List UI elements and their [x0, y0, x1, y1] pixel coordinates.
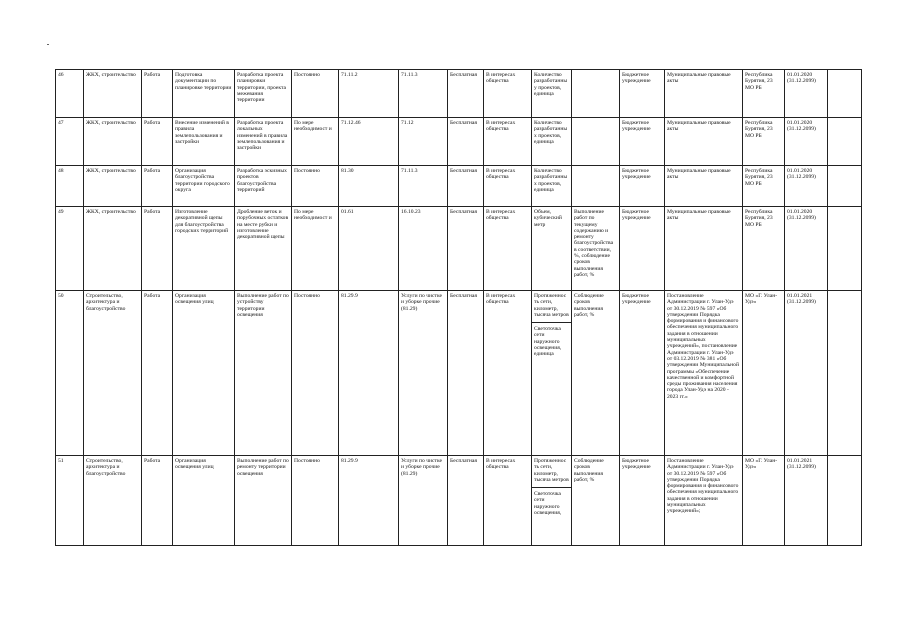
okved-code: 71.11.2: [341, 72, 358, 78]
table-row: [56, 456, 862, 546]
work-type-cell: [142, 207, 173, 291]
quality-indicator-cell: [572, 207, 620, 291]
activity-sphere-cell: [84, 456, 142, 546]
institution-type: Бюджетное учреждение: [622, 458, 651, 471]
legal-acts-cell: [665, 166, 743, 207]
institution-type-cell: [620, 207, 665, 291]
row-number: 51: [58, 458, 64, 464]
legal-acts-cell: [665, 456, 743, 546]
interest: В интересах общества: [486, 120, 516, 133]
empty-cell-cell: [828, 70, 862, 118]
owner-cell: [743, 291, 785, 456]
okved-code: 01.61: [341, 209, 354, 215]
row-number: 50: [58, 293, 64, 299]
validity-dates: 01.01.2021 (31.12.2099): [787, 458, 816, 471]
scan-speck: [47, 44, 49, 45]
owner-cell: [743, 166, 785, 207]
okpd-code-cell: [399, 456, 448, 546]
owner: Республика Бурятия, 23 МО РБ: [745, 168, 773, 187]
activity-sphere-cell: [84, 291, 142, 456]
activity-sphere: ЖКХ, строительство: [86, 209, 136, 215]
okved-code: 81.29.9: [341, 458, 358, 464]
validity-dates: 01.01.2020 (31.12.2099): [787, 120, 816, 133]
period: Постоянно: [294, 168, 320, 174]
period-cell: [292, 291, 339, 456]
validity-dates: 01.01.2020 (31.12.2099): [787, 209, 816, 222]
legal-acts: Постановление Администрации г. Улан-Удэ от 30.12.2019 № 597 «Об утверждении Порядка формирования и финансового обеспечения муниципального задания в отношении муниципальных учреждений»;: [667, 458, 739, 515]
work-type: Работа: [144, 293, 161, 299]
institution-type-cell: [620, 118, 665, 166]
legal-acts-cell: [665, 207, 743, 291]
legal-acts: Муниципальные правовые акты: [667, 120, 731, 133]
okved-code-cell: [339, 207, 399, 291]
work-name-cell: [173, 70, 235, 118]
owner: Республика Бурятия, 23 МО РБ: [745, 120, 773, 139]
volume-indicator-cell: [532, 118, 572, 166]
okpd-code-cell: [399, 207, 448, 291]
okved-code-cell: [339, 166, 399, 207]
fee-type: Бесплатная: [450, 120, 477, 126]
table-row: [56, 207, 862, 291]
validity-dates-cell: [785, 207, 828, 291]
activity-sphere: ЖКХ, строительство: [86, 120, 136, 126]
institution-type: Бюджетное учреждение: [622, 293, 651, 306]
work-name: Внесение изменений в правила землепользования и застройки: [175, 120, 229, 145]
work-name: Изготовление декоративной щепы для благоустройства городских территорий: [175, 209, 229, 234]
okpd-code: 71.11.3: [401, 168, 418, 174]
okved-code-cell: [339, 70, 399, 118]
fee-type-cell: [448, 70, 484, 118]
row-number-cell: [56, 291, 84, 456]
table-row: [56, 70, 862, 118]
institution-type: Бюджетное учреждение: [622, 168, 651, 181]
interest: В интересах общества: [486, 458, 516, 471]
legal-acts: Муниципальные правовые акты: [667, 168, 731, 181]
owner-cell: [743, 70, 785, 118]
fee-type-cell: [448, 207, 484, 291]
interest-cell: [484, 70, 532, 118]
work-type: Работа: [144, 458, 161, 464]
interest-cell: [484, 291, 532, 456]
fee-type: Бесплатная: [450, 168, 477, 174]
quality-indicator-cell: [572, 291, 620, 456]
validity-dates-cell: [785, 70, 828, 118]
empty-cell-cell: [828, 118, 862, 166]
table-row: [56, 166, 862, 207]
fee-type-cell: [448, 456, 484, 546]
institution-type-cell: [620, 291, 665, 456]
volume-indicator-cell: [532, 456, 572, 546]
legal-acts: Муниципальные правовые акты: [667, 72, 731, 85]
fee-type: Бесплатная: [450, 293, 477, 299]
activity-sphere-cell: [84, 118, 142, 166]
volume-indicator: Объем, кубический метр: [534, 209, 562, 228]
fee-type: Бесплатная: [450, 72, 477, 78]
work-content-cell: [235, 291, 292, 456]
activity-sphere-cell: [84, 70, 142, 118]
validity-dates-cell: [785, 166, 828, 207]
interest-cell: [484, 207, 532, 291]
work-type: Работа: [144, 168, 161, 174]
volume-indicator-extra: Светоточка сети наружного освещения,: [532, 487, 571, 516]
institution-type: Бюджетное учреждение: [622, 209, 651, 222]
validity-dates-cell: [785, 118, 828, 166]
legal-acts-cell: [665, 70, 743, 118]
institution-type: Бюджетное учреждение: [622, 120, 651, 133]
work-type-cell: [142, 118, 173, 166]
period: Постоянно: [294, 458, 320, 464]
period-cell: [292, 166, 339, 207]
okpd-code: Услуги по чистке и уборке прочие (81.29): [401, 458, 443, 477]
work-name-cell: [173, 118, 235, 166]
quality-indicator-cell: [572, 118, 620, 166]
row-number: 46: [58, 72, 64, 78]
okpd-code-cell: [399, 291, 448, 456]
work-type-cell: [142, 70, 173, 118]
interest: В интересах общества: [486, 209, 516, 222]
work-content: Разработка проекта локальных изменений в правила землепользования и застройки: [237, 120, 288, 152]
period: По мере необходимост и: [294, 120, 332, 133]
interest: В интересах общества: [486, 72, 516, 85]
quality-indicator: Соблюдение сроков выполнения работ, %: [574, 458, 604, 483]
row-number-cell: [56, 166, 84, 207]
volume-indicator: Протяженнос ть сети, километр, тысяча метров: [534, 293, 569, 318]
row-number-cell: [56, 70, 84, 118]
owner: МО «Г. Улан-Удэ»: [745, 458, 778, 471]
work-name-cell: [173, 456, 235, 546]
volume-indicator: Количество разработанны х проектов, единица: [534, 168, 568, 193]
okved-code-cell: [339, 456, 399, 546]
institution-type-cell: [620, 70, 665, 118]
row-number-cell: [56, 456, 84, 546]
row-number: 47: [58, 120, 64, 126]
period-cell: [292, 118, 339, 166]
quality-indicator-cell: [572, 70, 620, 118]
work-content-cell: [235, 118, 292, 166]
owner-cell: [743, 118, 785, 166]
okpd-code-cell: [399, 70, 448, 118]
work-content: Разработка эскизных проектов благоустройства территорий: [237, 168, 287, 193]
work-type-cell: [142, 166, 173, 207]
activity-sphere: Строительство, архитектура и благоустройство: [86, 293, 126, 312]
validity-dates-cell: [785, 456, 828, 546]
volume-indicator: Протяженнос ть сети, километр, тысяча метров: [534, 458, 569, 483]
validity-dates-cell: [785, 291, 828, 456]
period: Постоянно: [294, 293, 320, 299]
okpd-code-cell: [399, 166, 448, 207]
okved-code-cell: [339, 118, 399, 166]
work-content: Выполнение работ по устройству территории освещения: [237, 293, 289, 318]
owner-cell: [743, 207, 785, 291]
work-type: Работа: [144, 209, 161, 215]
okpd-code: 71.11.3: [401, 72, 418, 78]
work-content-cell: [235, 166, 292, 207]
interest-cell: [484, 118, 532, 166]
work-name: Организация благоустройства территории городского округа: [175, 168, 230, 193]
period: По мере необходимост и: [294, 209, 332, 222]
work-type-cell: [142, 456, 173, 546]
legal-acts: Муниципальные правовые акты: [667, 209, 731, 222]
period-cell: [292, 207, 339, 291]
activity-sphere: ЖКХ, строительство: [86, 168, 136, 174]
work-content-cell: [235, 456, 292, 546]
volume-indicator-extra: Светоточка сети наружного освещения, единица: [532, 322, 571, 357]
empty-cell-cell: [828, 291, 862, 456]
quality-indicator: Соблюдение сроков выполнения работ, %: [574, 293, 604, 318]
interest: В интересах общества: [486, 293, 516, 306]
work-name-cell: [173, 291, 235, 456]
institution-type-cell: [620, 456, 665, 546]
legal-acts: Постановление Администрации г. Улан-Удэ от 30.12.2019 № 597 «Об утверждении Порядка формирования и финансового обеспечения муниципального задания в отношении муниципальных учреждений», постановление Администрации г. Улан-Удэ от 03.12.2019 № 381 «Об утверждении Муниципальной программы «Обеспечение качественной и комфортной среды проживания населения города Улан-Удэ на 2020 - 2023 гг.»: [667, 293, 739, 400]
fee-type-cell: [448, 118, 484, 166]
okpd-code: 71.12: [401, 120, 414, 126]
work-name: Организация освещения улиц: [175, 293, 214, 306]
empty-cell-cell: [828, 166, 862, 207]
work-content: Выполнение работ по ремонту территории освещения: [237, 458, 289, 477]
volume-indicator: Количество разработанны у проектов, единица: [534, 72, 568, 97]
activity-sphere-cell: [84, 166, 142, 207]
table-row: [56, 118, 862, 166]
interest: В интересах общества: [486, 168, 516, 181]
work-name: Организация освещения улиц: [175, 458, 214, 471]
legal-acts-cell: [665, 118, 743, 166]
okved-code-cell: [339, 291, 399, 456]
quality-indicator-cell: [572, 456, 620, 546]
validity-dates: 01.01.2020 (31.12.2099): [787, 168, 816, 181]
okpd-code: Услуги по чистке и уборке прочие (81.29): [401, 293, 443, 312]
validity-dates: 01.01.2021 (31.12.2099): [787, 293, 816, 306]
work-content: Дробление веток и порубочных остатков на месте рубки и изготовление декоративной щепы: [237, 209, 289, 241]
row-number: 48: [58, 168, 64, 174]
period-cell: [292, 456, 339, 546]
work-name: Подготовка документации по планировке территории: [175, 72, 232, 91]
okved-code: 71.12.46: [341, 120, 361, 126]
period-cell: [292, 70, 339, 118]
volume-indicator-cell: [532, 207, 572, 291]
empty-cell-cell: [828, 456, 862, 546]
table-row: [56, 291, 862, 456]
work-name-cell: [173, 207, 235, 291]
volume-indicator-cell: [532, 70, 572, 118]
period: Постоянно: [294, 72, 320, 78]
interest-cell: [484, 166, 532, 207]
fee-type: Бесплатная: [450, 209, 477, 215]
institution-type: Бюджетное учреждение: [622, 72, 651, 85]
interest-cell: [484, 456, 532, 546]
fee-type-cell: [448, 291, 484, 456]
fee-type-cell: [448, 166, 484, 207]
activity-sphere: Строительство, архитектура и благоустройство: [86, 458, 126, 477]
institution-type-cell: [620, 166, 665, 207]
services-register-table: [55, 69, 862, 546]
work-content: Разработка проекта планировки территории, проекта межевания территории: [237, 72, 287, 104]
activity-sphere: ЖКХ, строительство: [86, 72, 136, 78]
validity-dates: 01.01.2020 (31.12.2099): [787, 72, 816, 85]
okved-code: 81.30: [341, 168, 354, 174]
work-type-cell: [142, 291, 173, 456]
owner-cell: [743, 456, 785, 546]
work-name-cell: [173, 166, 235, 207]
row-number: 49: [58, 209, 64, 215]
quality-indicator: Выполнение работ по текущему содержанию и ремонту благоустройства в соответствии, %, соблюдение сроков выполнения работ, %: [574, 209, 614, 278]
volume-indicator: Количество разработанны х проектов, единица: [534, 120, 568, 145]
quality-indicator-cell: [572, 166, 620, 207]
fee-type: Бесплатная: [450, 458, 477, 464]
legal-acts-cell: [665, 291, 743, 456]
okpd-code-cell: [399, 118, 448, 166]
owner: Республика Бурятия, 23 МО РБ: [745, 72, 773, 91]
empty-cell-cell: [828, 207, 862, 291]
work-content-cell: [235, 70, 292, 118]
owner: МО «Г. Улан-Удэ»: [745, 293, 778, 306]
okpd-code: 16.10.23: [401, 209, 421, 215]
row-number-cell: [56, 207, 84, 291]
owner: Республика Бурятия, 23 МО РБ: [745, 209, 773, 228]
row-number-cell: [56, 118, 84, 166]
activity-sphere-cell: [84, 207, 142, 291]
work-type: Работа: [144, 120, 161, 126]
volume-indicator-cell: [532, 166, 572, 207]
work-content-cell: [235, 207, 292, 291]
volume-indicator-cell: [532, 291, 572, 456]
okved-code: 81.29.9: [341, 293, 358, 299]
work-type: Работа: [144, 72, 161, 78]
